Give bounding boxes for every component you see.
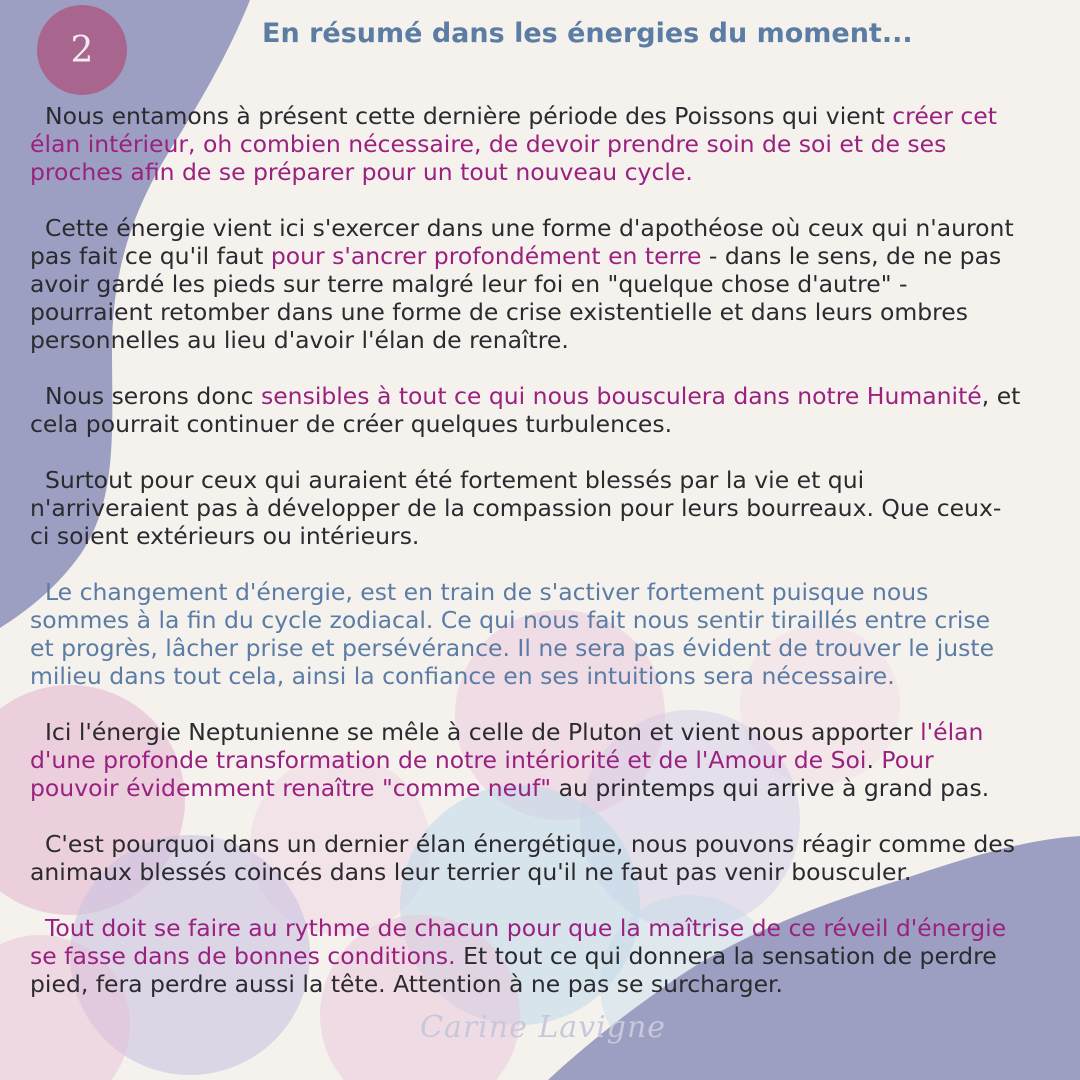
text-segment: personnelles au lieu d'avoir l'élan de renaître. <box>30 326 569 354</box>
text-segment: C'est pourquoi dans un dernier élan énergétique, nous pouvons réagir comme des <box>45 830 1016 858</box>
text-line <box>30 746 1075 774</box>
paragraph-3 <box>30 382 1075 438</box>
text-line <box>30 578 1075 606</box>
text-segment: pied, fera perdre aussi la tête. Attention à ne pas se surcharger. <box>30 970 784 998</box>
highlighted-text: pour s'ancrer profondément en terre <box>270 242 702 270</box>
text-line <box>30 466 1075 494</box>
text-segment: avoir gardé les pieds sur terre malgré leur foi en "quelque chose d'autre" - <box>30 270 908 298</box>
text-segment: - dans le sens, de ne pas <box>701 242 1002 270</box>
text-line <box>30 130 1075 158</box>
text-line <box>30 606 1075 634</box>
text-line <box>30 102 1075 130</box>
paragraph-1 <box>30 102 1075 186</box>
text-line <box>30 382 1075 410</box>
text-segment: cela pourrait continuer de créer quelques turbulences. <box>30 410 673 438</box>
text-segment: Ici l'énergie Neptunienne se mêle à celle de Pluton et vient nous apporter <box>45 718 921 746</box>
highlighted-text: l'élan <box>920 718 984 746</box>
text-line <box>30 494 1075 522</box>
paragraph-6 <box>30 718 1075 802</box>
text-line <box>30 522 1075 550</box>
paragraph-2 <box>30 214 1075 354</box>
text-line <box>30 774 1075 802</box>
highlighted-text: proches afin de se préparer pour un tout nouveau cycle. <box>30 158 693 186</box>
highlighted-text: Tout doit se faire au rythme de chacun pour que la maîtrise de ce réveil d'énergie <box>45 914 1007 942</box>
highlighted-text: créer cet <box>892 102 997 130</box>
highlighted-text: se fasse dans de bonnes conditions. <box>30 942 456 970</box>
signature-watermark: Carine Lavigne <box>420 1010 667 1045</box>
text-segment: n'arriveraient pas à développer de la compassion pour leurs bourreaux. Que ceux- <box>30 494 1002 522</box>
highlighted-text: élan intérieur, oh combien nécessaire, de devoir prendre soin de soi et de ses <box>30 130 947 158</box>
text-line <box>30 214 1075 242</box>
text-segment: Et tout ce qui donnera la sensation de perdre <box>455 942 997 970</box>
paragraph-8 <box>30 914 1075 998</box>
text-segment: Surtout pour ceux qui auraient été fortement blessés par la vie et qui <box>45 466 865 494</box>
text-segment: pas fait ce qu'il faut <box>30 242 271 270</box>
text-segment: Nous serons donc <box>45 382 261 410</box>
text-segment: Nous entamons à présent cette dernière période des Poissons qui vient <box>45 102 893 130</box>
text-segment: milieu dans tout cela, ainsi la confiance en ses intuitions sera nécessaire. <box>30 662 895 690</box>
highlighted-text: pouvoir évidemment renaître "comme neuf" <box>30 774 552 802</box>
text-segment: sommes à la fin du cycle zodiacal. Ce qui nous fait nous sentir tiraillés entre crise <box>30 606 991 634</box>
text-segment: . <box>866 746 882 774</box>
text-segment: et progrès, lâcher prise et persévérance. Il ne sera pas évident de trouver le juste <box>30 634 995 662</box>
text-line <box>30 242 1075 270</box>
text-segment: animaux blessés coincés dans leur terrier qu'il ne faut pas venir bousculer. <box>30 858 912 886</box>
text-line <box>30 858 1075 886</box>
text-segment: Le changement d'énergie, est en train de s'activer fortement puisque nous <box>45 578 929 606</box>
text-line <box>30 158 1075 186</box>
paragraph-4 <box>30 466 1075 550</box>
text-line <box>30 270 1075 298</box>
text-line <box>30 942 1075 970</box>
text-line <box>30 634 1075 662</box>
text-line <box>30 298 1075 326</box>
text-line <box>30 718 1075 746</box>
highlighted-text: sensibles à tout ce qui nous bousculera dans notre Humanité <box>260 382 982 410</box>
text-line <box>30 830 1075 858</box>
text-segment: au printemps qui arrive à grand pas. <box>551 774 990 802</box>
text-segment: ci soient extérieurs ou intérieurs. <box>30 522 420 550</box>
text-segment: Cette énergie vient ici s'exercer dans une forme d'apothéose où ceux qui n'auront <box>45 214 1014 242</box>
text-line <box>30 914 1075 942</box>
highlighted-text: Pour <box>881 746 934 774</box>
highlighted-text: d'une profonde transformation de notre intériorité et de l'Amour de Soi <box>30 746 867 774</box>
paragraph-7 <box>30 830 1075 886</box>
body-text <box>30 102 1075 1026</box>
text-line <box>30 326 1075 354</box>
text-line <box>30 410 1075 438</box>
text-line <box>30 662 1075 690</box>
number-badge <box>37 5 127 95</box>
text-segment: pourraient retomber dans une forme de crise existentielle et dans leurs ombres <box>30 298 968 326</box>
badge-number: 2 <box>70 29 94 71</box>
text-line <box>30 970 1075 998</box>
paragraph-5 <box>30 578 1075 690</box>
text-segment: , et <box>981 382 1021 410</box>
page-title: En résumé dans les énergies du moment... <box>262 18 913 49</box>
